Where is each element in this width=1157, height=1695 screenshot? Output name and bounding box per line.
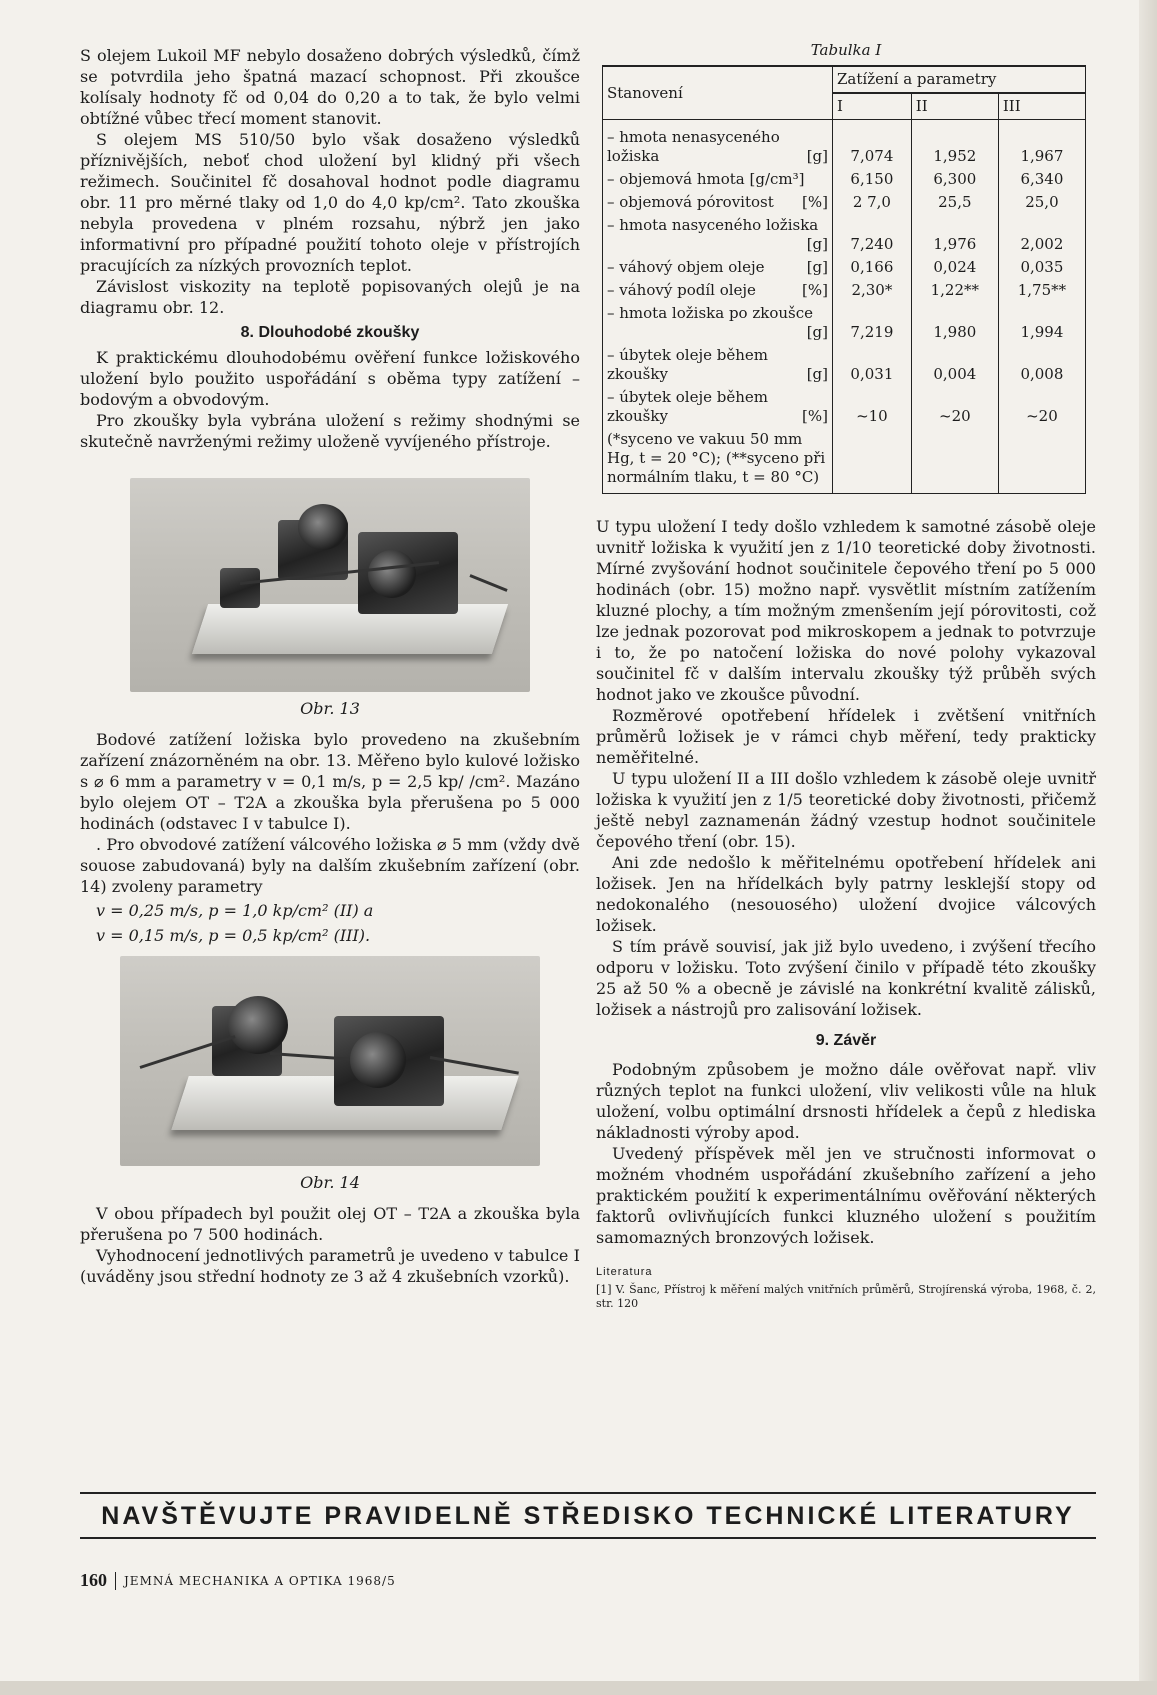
equation: v = 0,15 m/s, p = 0,5 kp/cm² (III).	[96, 926, 371, 945]
table-row	[603, 302, 1086, 344]
column-header-stanoveni: Stanovení	[603, 66, 833, 120]
paragraph: Ani zde nedošlo k měřitelnému opotřebení hřídelek ani ložisek. Jen na hřídelkách byly patrny lesklejší stopy od nedokonalého (nesouosého) uložení dvojice válcových ložisek.	[596, 853, 1096, 935]
table-cell: 1,994	[998, 302, 1085, 344]
row-label: – úbytek oleje během zkoušky	[607, 346, 769, 383]
paragraph: Pro zkoušky byla vybrána uložení s režimy shodnými se skutečně navrženými režimy uloženě vyvíjeného přístroje.	[80, 411, 580, 451]
left-column	[80, 45, 580, 1287]
section-heading: 8. Dlouhodobé zkoušky	[240, 324, 420, 341]
table-row	[603, 168, 1086, 191]
row-label: – hmota nasyceného ložiska	[607, 216, 819, 234]
paragraph: S olejem Lukoil MF nebylo dosaženo dobrých výsledků, čímž se potvrdila jeho špatná mazací schopnost. Při zkoušce kolísaly hodnoty fč od 0,04 do 0,20 a to tak, že bylo velmi obtížné vůbec třecí moment stanovit.	[80, 46, 580, 128]
page-footer	[80, 1570, 580, 1591]
paragraph: K praktickému dlouhodobému ověření funkce ložiskového uložení bylo použito uspořádání s oběma typy zatížení – bodovým a obvodovým.	[80, 348, 580, 409]
row-unit: [%]	[802, 193, 828, 211]
table-cell: 7,074	[833, 120, 912, 169]
paragraph: . Pro obvodové zatížení válcového ložiska ⌀ 5 mm (vždy dvě souose zabudovaná) byly na dalším zkušebním zařízení (obr. 14) zvoleny parametry	[80, 835, 580, 896]
column-header: I	[833, 93, 912, 120]
table-row	[603, 428, 1086, 494]
table-cell: 2,002	[998, 214, 1085, 256]
row-label: – objemová pórovitost	[607, 193, 774, 211]
table-cell: 0,031	[833, 344, 912, 386]
journal-title: JEMNÁ MECHANIKA A OPTIKA 1968/5	[124, 1573, 396, 1588]
right-body	[596, 516, 1096, 1311]
table-cell: 6,340	[998, 168, 1085, 191]
equation: v = 0,25 m/s, p = 1,0 kp/cm² (II) a	[96, 901, 374, 920]
table-cell: 2,30*	[833, 279, 912, 302]
paragraph: V obou případech byl použit olej OT – T2A a zkouška byla přerušena po 7 500 hodinách.	[80, 1204, 580, 1244]
figure-caption: Obr. 13	[300, 699, 360, 718]
paragraph: U typu uložení I tedy došlo vzhledem k samotné zásobě oleje uvnitř ložiska k využití jen z 1/10 teoretické doby životnosti. Mírné zvyšování hodnot součinitele čepového tření po 5 000 hodinách (obr. 15) možno např. vysvětlit místním zatížením kluzné plochy, a tím možným zmenšením její pórovitosti, což lze jednak pozorovat pod mikroskopem a jednak to potvrzuje i to, že po natočení ložiska do nové polohy vykazoval součinitel fč v dalším intervalu zkoušky týž průběh svých hodnot jako ve zkoušce původní.	[596, 517, 1096, 704]
table-cell: 6,300	[911, 168, 998, 191]
column-header: II	[911, 93, 998, 120]
paragraph: S tím právě souvisí, jak již bylo uvedeno, i zvýšení třecího odporu v ložisku. Toto zvýšení činilo v případě této zkoušky 25 až 50 % a obecně je závislé na konkrétní kvalitě zálisků, ložisek a nástrojů pro zalisování ložisek.	[596, 937, 1096, 1019]
table-results	[602, 65, 1086, 494]
table-cell: ~20	[998, 386, 1085, 428]
table-cell: 0,024	[911, 256, 998, 279]
paragraph: U typu uložení II a III došlo vzhledem k zásobě oleje uvnitř ložiska k využití jen z 1/5 teoretické doby životnosti, přičemž ještě nebyl zaznamenán žádný vzestup hodnot součinitele čepového tření (obr. 15).	[596, 769, 1096, 851]
row-label: – úbytek oleje během zkoušky	[607, 388, 769, 425]
paragraph: Podobným způsobem je možno dále ověřovat např. vliv různých teplot na funkci uložení, vliv velikosti vůle na hluk uložení, volbu optimální drsnosti hřídelek a čepů z hlediska nákladnosti výroby apod.	[596, 1060, 1096, 1142]
row-label: – hmota nenasyceného ložiska	[607, 128, 780, 165]
table-row	[603, 256, 1086, 279]
page-edge	[1139, 0, 1157, 1695]
table-cell: 1,75**	[998, 279, 1085, 302]
advert-banner: NAVŠTĚVUJTE PRAVIDELNĚ STŘEDISKO TECHNICKÉ LITERATURY	[80, 1492, 1096, 1539]
row-unit: [g]	[806, 258, 828, 276]
table-title: Tabulka I	[810, 41, 882, 59]
row-unit: [g]	[806, 147, 828, 165]
page-bottom-edge	[0, 1681, 1157, 1695]
literature-reference: [1] V. Šanc, Přístroj k měření malých vnitřních průměrů, Strojírenská výroba, 1968, č. 2, str. 120	[596, 1283, 1096, 1310]
table-cell: 7,240	[833, 214, 912, 256]
table-row	[603, 214, 1086, 256]
paragraph: Uvedený příspěvek měl jen ve stručnosti informovat o možném vhodném uspořádání zkušebního zařízení a jeho praktickém použití k experimentálnímu ověřování některých faktorů ovlivňujících funkci kluzného uložení s použitím samomazných bronzových ložisek.	[596, 1144, 1096, 1247]
paragraph: Závislost viskozity na teplotě popisovaných olejů je na diagramu obr. 12.	[80, 277, 580, 317]
row-unit: [g]	[806, 235, 828, 253]
row-label: – váhový podíl oleje	[607, 281, 756, 299]
photo-test-rig-point-load	[130, 478, 530, 692]
row-unit: [g]	[806, 365, 828, 383]
column-header-group: Zatížení a parametry	[833, 66, 1086, 93]
table-cell: 1,952	[911, 120, 998, 169]
table-row	[603, 386, 1086, 428]
table-cell: 0,004	[911, 344, 998, 386]
table-footnote: (*syceno ve vakuu 50 mm Hg, t = 20 °C); (**syceno při normálním tlaku, t = 80 °C)	[607, 430, 826, 486]
paragraph: Bodové zatížení ložiska bylo provedeno na zkušebním zařízení znázorněném na obr. 13. Měřeno bylo kulové ložisko s ⌀ 6 mm a parametry v = 0,1 m/s, p = 2,5 kp/ /cm². Mazáno bylo olejem OT – T2A a zkouška byla přerušena po 5 000 hodinách (odstavec I v tabulce I).	[80, 730, 580, 833]
table-cell: 7,219	[833, 302, 912, 344]
page-number: 160	[80, 1570, 107, 1590]
figure-13	[130, 478, 530, 719]
table-row	[603, 344, 1086, 386]
table-cell: 1,976	[911, 214, 998, 256]
row-unit: [%]	[802, 407, 828, 425]
table-cell: 1,967	[998, 120, 1085, 169]
row-label: – hmota ložiska po zkoušce	[607, 304, 814, 322]
table-cell: 25,5	[911, 191, 998, 214]
table-cell: 1,980	[911, 302, 998, 344]
table-cell: 6,150	[833, 168, 912, 191]
paragraph: Vyhodnocení jednotlivých parametrů je uvedeno v tabulce I (uváděny jsou střední hodnoty ze 3 až 4 zkušebních vzorků).	[80, 1246, 580, 1286]
table-row	[603, 120, 1086, 169]
section-heading: 9. Závěr	[815, 1032, 877, 1049]
table-cell: 0,008	[998, 344, 1085, 386]
right-column	[596, 40, 1096, 1311]
footer-divider	[115, 1572, 116, 1590]
table-cell: 2 7,0	[833, 191, 912, 214]
table-cell: 1,22**	[911, 279, 998, 302]
table-cell: 0,166	[833, 256, 912, 279]
literature-heading: Literatura	[596, 1266, 653, 1278]
row-label: – objemová hmota [g/cm³]	[607, 170, 805, 188]
row-unit: [g]	[806, 323, 828, 341]
table-row	[603, 279, 1086, 302]
table-cell: 0,035	[998, 256, 1085, 279]
column-header: III	[998, 93, 1085, 120]
table-cell: ~10	[833, 386, 912, 428]
row-label: – váhový objem oleje	[607, 258, 765, 276]
photo-test-rig-circumferential-load	[120, 956, 540, 1166]
table-row	[603, 191, 1086, 214]
figure-14	[120, 956, 540, 1193]
paragraph: Rozměrové opotřebení hřídelek i zvětšení vnitřních průměrů ložisek je v rámci chyb měření, tedy prakticky neměřitelné.	[596, 706, 1096, 767]
table-cell: ~20	[911, 386, 998, 428]
paragraph: S olejem MS 510/50 bylo však dosaženo výsledků příznivějších, neboť chod uložení byl klidný při všech režimech. Součinitel fč dosahoval hodnot podle diagramu obr. 11 pro měrné tlaky od 1,0 do 4,0 kp/cm². Tato zkouška nebyla provedena v plném rozsahu, nýbrž jen jako informativní pro případné použití tohoto oleje v přístrojích pracujících za nízkých provozních teplot.	[80, 130, 580, 275]
row-unit: [%]	[802, 281, 828, 299]
figure-caption: Obr. 14	[300, 1173, 360, 1192]
table-cell: 25,0	[998, 191, 1085, 214]
